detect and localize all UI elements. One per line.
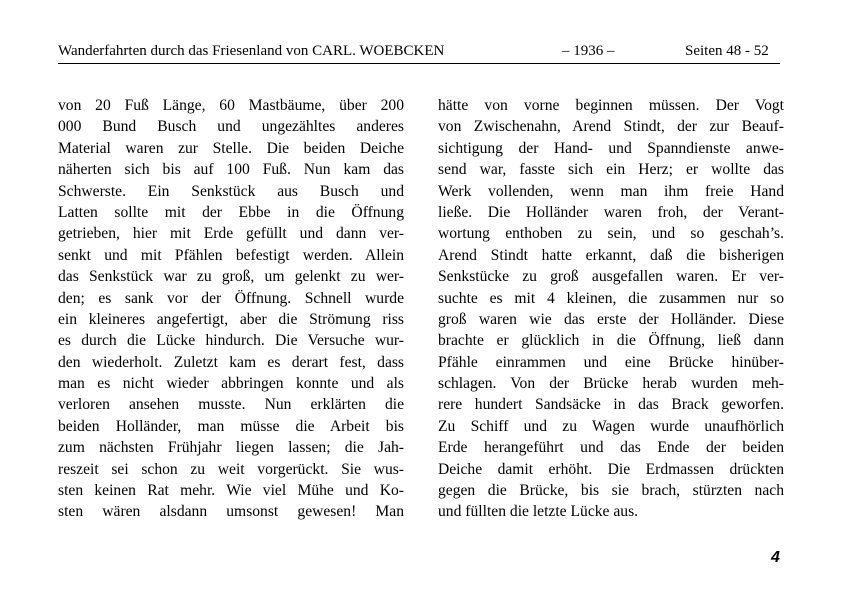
text-line: man es nicht wieder abbringen konnte und als bbox=[58, 375, 404, 393]
text-line: sten wären alsdann umsonst gewesen! Man bbox=[58, 503, 404, 521]
text-line: Erde herangeführt und das Ende der beiden bbox=[438, 439, 784, 457]
text-line: suchte es mit 4 kleinen, die zusammen nur so bbox=[438, 289, 784, 307]
running-header bbox=[58, 41, 780, 63]
text-line: Latten sollte mit der Ebbe in die Öffnung bbox=[58, 203, 404, 221]
text-line: reszeit sei schon zu weit vorgerückt. Sie wus- bbox=[58, 460, 404, 478]
text-line: von Zwischenahn, Arend Stindt, der zur Beauf- bbox=[438, 118, 784, 136]
text-line: Schwerste. Ein Senkstück aus Busch und bbox=[58, 182, 404, 200]
text-line: Zu Schiff und zu Wagen wurde unaufhörlich bbox=[438, 417, 784, 435]
text-line: den wiederholt. Zuletzt kam es derart fest, dass bbox=[58, 353, 404, 371]
text-line: gegen die Brücke, bis sie brach, stürzten nach bbox=[438, 482, 784, 500]
text-line: hätte von vorne beginnen müssen. Der Vogt bbox=[438, 97, 784, 114]
left-column bbox=[58, 95, 404, 523]
header-year: – 1936 – bbox=[562, 43, 615, 59]
text-line: und füllten die letzte Lücke aus. bbox=[438, 503, 639, 521]
text-line: den; es sank vor der Öffnung. Schnell wurde bbox=[58, 289, 404, 307]
text-line: näherten sich bis auf 100 Fuß. Nun kam das bbox=[58, 161, 404, 179]
text-line: brachte er glücklich in die Öffnung, ließ dann bbox=[438, 332, 784, 350]
text-line: von 20 Fuß Länge, 60 Mastbäume, über 200 bbox=[58, 97, 404, 114]
header-pages: Seiten 48 - 52 bbox=[685, 43, 769, 59]
text-line: 000 Bund Busch und ungezähltes anderes bbox=[58, 118, 404, 136]
text-line: schlagen. Von der Brücke herab wurden meh- bbox=[438, 375, 784, 393]
text-line: zum nächsten Frühjahr liegen lassen; die Jah- bbox=[58, 439, 404, 457]
header-rule bbox=[58, 63, 780, 64]
text-line: Material waren zur Stelle. Die beiden Deiche bbox=[58, 139, 404, 157]
text-line: ein kleineres angefertigt, aber die Strömung riss bbox=[58, 310, 404, 328]
text-line: Senkstücke zu groß ausgefallen waren. Er ver- bbox=[438, 268, 784, 286]
text-line: sten keinen Rat mehr. Wie viel Mühe und Ko- bbox=[58, 482, 404, 500]
text-line: wortung enthoben zu sein, und so geschah’s. bbox=[438, 225, 784, 243]
text-line: ließe. Die Holländer waren froh, der Verant- bbox=[438, 203, 784, 221]
text-line: senkt und mit Pfählen befestigt werden. Allein bbox=[58, 246, 404, 264]
page-number: 4 bbox=[771, 549, 780, 566]
text-line: Deiche damit erhöht. Die Erdmassen drückten bbox=[438, 460, 784, 478]
text-line: beiden Holländer, man müsse die Arbeit bis bbox=[58, 417, 404, 435]
text-line: send war, fasste sich ein Herz; er wollte das bbox=[438, 161, 784, 179]
header-title: Wanderfahrten durch das Friesenland von CARL. WOEBCKEN bbox=[58, 43, 445, 59]
text-line: sichtigung der Hand- und Spanndienste anwe- bbox=[438, 139, 784, 157]
text-line: das Senkstück war zu groß, um gelenkt zu wer- bbox=[58, 268, 404, 286]
right-column bbox=[438, 95, 784, 523]
text-line: verloren ansehen musste. Nun erklärten die bbox=[58, 396, 404, 414]
text-line: getrieben, hier mit Erde gefüllt und dann ver- bbox=[58, 225, 404, 243]
text-line: Pfähle einrammen und eine Brücke hinüber- bbox=[438, 353, 784, 371]
text-line: Arend Stindt hatte erkannt, daß die bisherigen bbox=[438, 246, 784, 264]
text-line: rere hundert Sandsäcke in das Brack geworfen. bbox=[438, 396, 784, 414]
text-line: Werk vollenden, wenn man ihm freie Hand bbox=[438, 182, 784, 200]
text-line: groß waren wie das erste der Holländer. Diese bbox=[438, 310, 784, 328]
text-line: es durch die Lücke hindurch. Die Versuche wur- bbox=[58, 332, 404, 350]
